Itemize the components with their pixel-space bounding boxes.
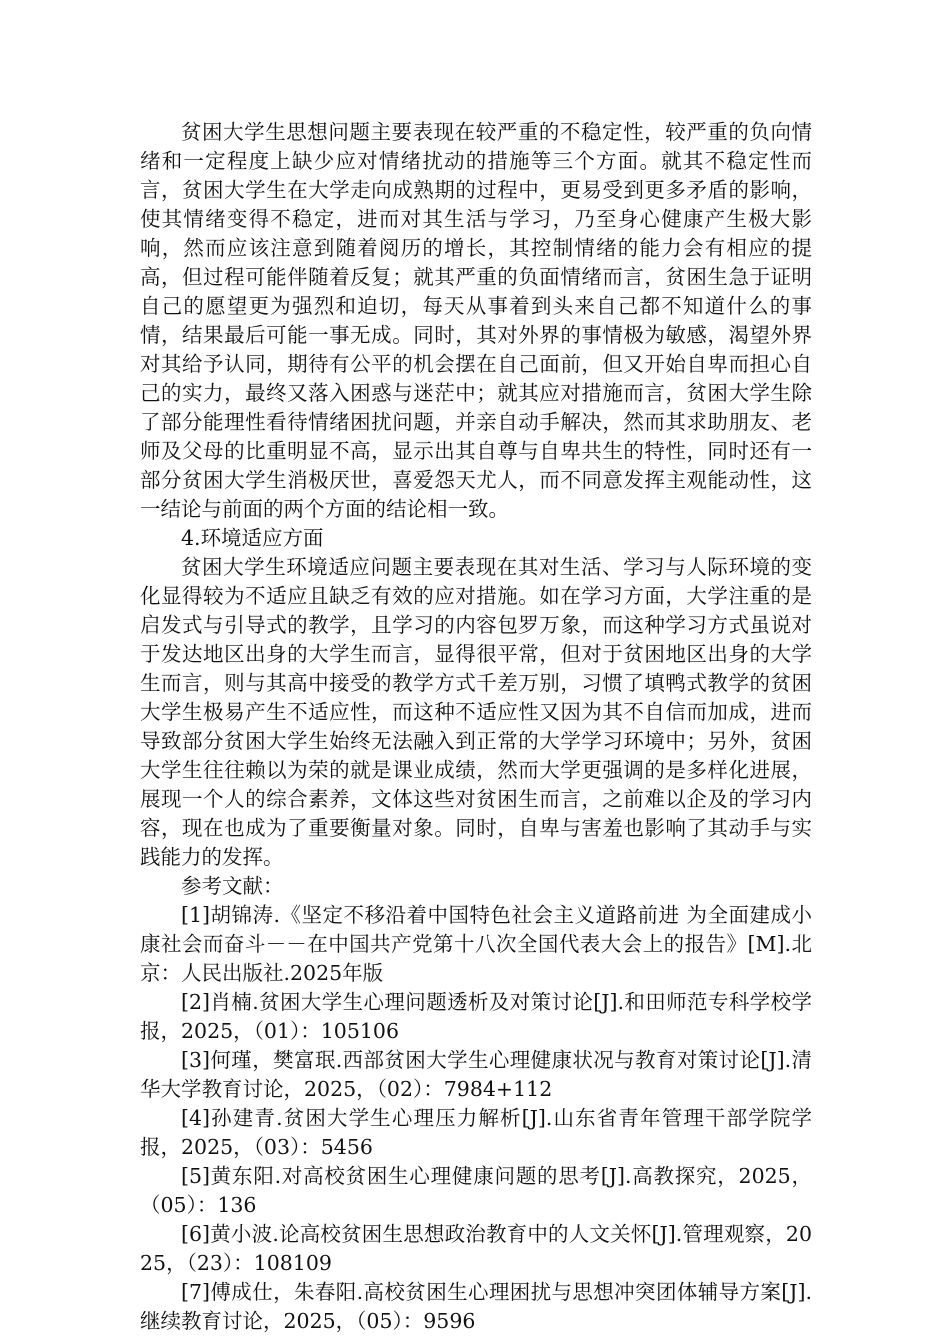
reference-item: [7]傅成仕，朱春阳.高校贫困生心理困扰与思想冲突团体辅导方案[J].继续教育讨论，2025，（05）：9596 — [140, 1280, 812, 1333]
document-page — [140, 118, 812, 1336]
reference-item: [6]黄小波.论高校贫困生思想政治教育中的人文关怀[J].管理观察，2025，（23）：108109 — [140, 1222, 812, 1275]
references-title: 参考文献： — [181, 874, 284, 898]
body-paragraph-mental-issues: 贫困大学生思想问题主要表现在较严重的不稳定性，较严重的负向情绪和一定程度上缺少应对情绪扰动的措施等三个方面。就其不稳定性而言，贫困大学生在大学走向成熟期的过程中，更易受到更多矛盾的影响，使其情绪变得不稳定，进而对其生活与学习，乃至身心健康产生极大影响，然而应该注意到随着阅历的增长，其控制情绪的能力会有相应的提高，但过程可能伴随着反复；就其严重的负面情绪而言，贫困生急于证明自己的愿望更为强烈和迫切，每天从事着到头来自己都不知道什么的事情，结果最后可能一事无成。同时，其对外界的事情极为敏感，渴望外界对其给予认同，期待有公平的机会摆在自己面前，但又开始自卑而担心自己的实力，最终又落入困惑与迷茫中；就其应对措施而言，贫困大学生除了部分能理性看待情绪困扰问题，并亲自动手解决，然而其求助朋友、老师及父母的比重明显不高，显示出其自尊与自卑共生的特性，同时还有一部分贫困大学生消极厌世，喜爱怨天尤人，而不同意发挥主观能动性，这一结论与前面的两个方面的结论相一致。 — [140, 120, 812, 521]
section-heading-environment: 4.环境适应方面 — [181, 526, 324, 550]
reference-item: [3]何瑾，樊富珉.西部贫困大学生心理健康状况与教育对策讨论[J].清华大学教育讨论，2025，（02）：7984+112 — [140, 1048, 812, 1101]
reference-item: [1]胡锦涛.《坚定不移沿着中国特色社会主义道路前进 为全面建成小康社会而奋斗－－在中国共产党第十八次全国代表大会上的报告》[M].北京：人民出版社.2025年版 — [140, 903, 812, 985]
reference-item: [5]黄东阳.对高校贫困生心理健康问题的思考[J].高教探究，2025，（05）：136 — [140, 1164, 812, 1217]
reference-item: [4]孙建青.贫困大学生心理压力解析[J].山东省青年管理干部学院学报，2025，（03）：5456 — [140, 1106, 812, 1159]
references-list — [140, 901, 812, 1336]
reference-item: [2]肖楠.贫困大学生心理问题透析及对策讨论[J].和田师范专科学校学报，2025，（01）：105106 — [140, 990, 812, 1043]
body-paragraph-environment: 贫困大学生环境适应问题主要表现在其对生活、学习与人际环境的变化显得较为不适应且缺乏有效的应对措施。如在学习方面，大学注重的是启发式与引导式的教学，且学习的内容包罗万象，而这种学习方式虽说对于发达地区出身的大学生而言，显得很平常，但对于贫困地区出身的大学生而言，则与其高中接受的教学方式千差万别，习惯了填鸭式教学的贫困大学生极易产生不适应性，而这种不适应性又因为其不自信而加成，进而导致部分贫困大学生始终无法融入到正常的大学学习环境中；另外，贫困大学生往往赖以为荣的就是课业成绩，然而大学更强调的是多样化进展，展现一个人的综合素养，文体这些对贫困生而言，之前难以企及的学习内容，现在也成为了重要衡量对象。同时，自卑与害羞也影响了其动手与实践能力的发挥。 — [140, 555, 812, 869]
